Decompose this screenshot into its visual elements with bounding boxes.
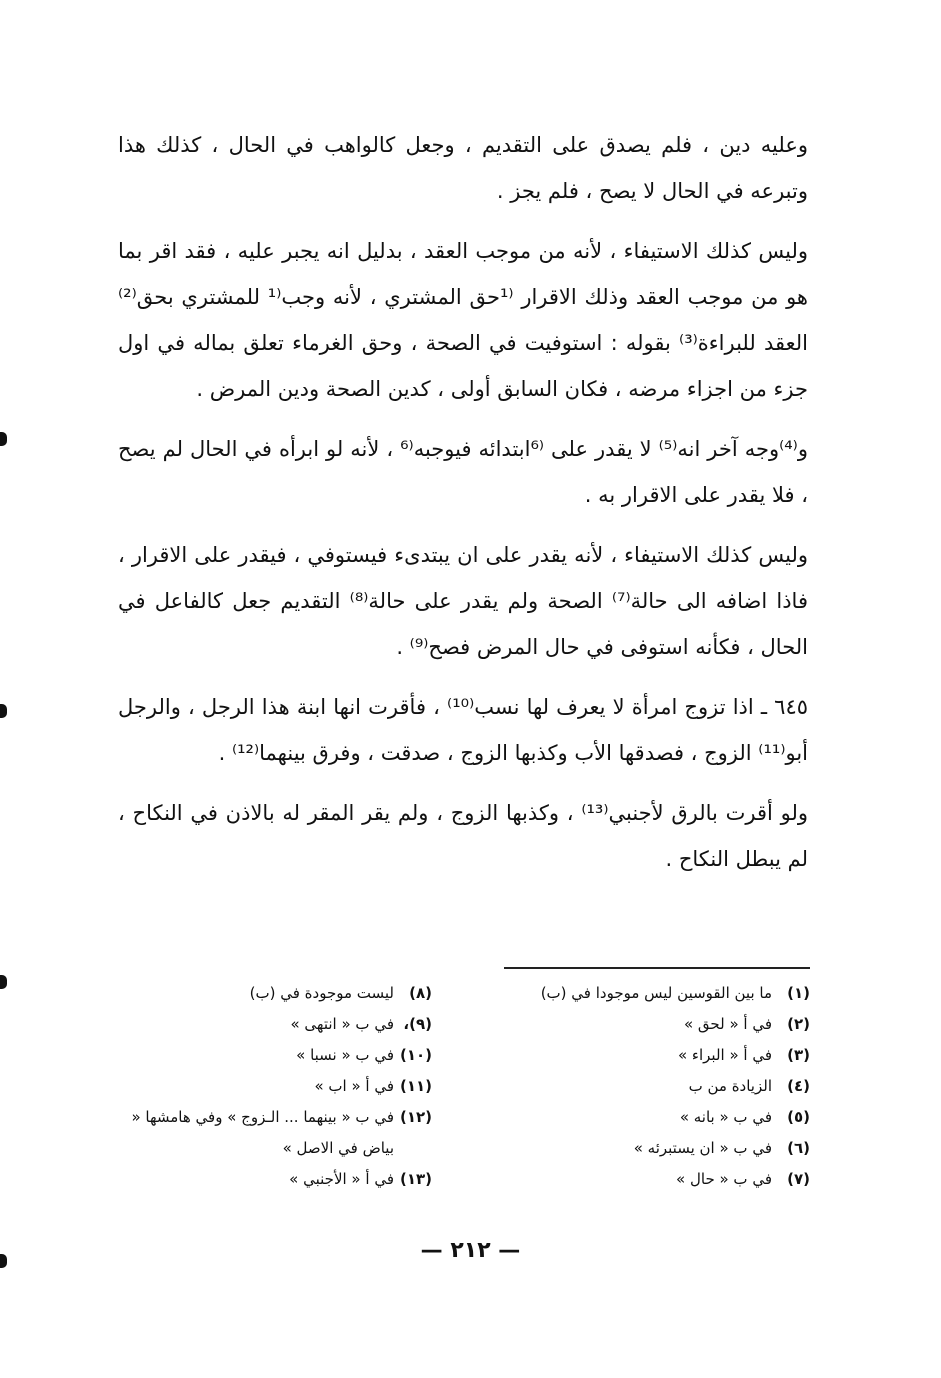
footnote-number: (٦)	[787, 1139, 810, 1157]
footnote-text: ما بين القوسين ليس موجودا في (ب)	[540, 984, 772, 1002]
paragraph: ٦٤٥ ـ اذا تزوج امرأة لا يعرف لها نسب⁽¹⁰⁾ ، فأقرت انها ابنة هذا الرجل ، والرجل أبو⁽¹¹⁾ الزوج ، فصدقها الأب وكذبها الزوج ، صدقت ، وفرق بينهما⁽¹²⁾ .	[118, 695, 809, 765]
footnote-number: (١٢)	[399, 1108, 432, 1126]
footnote-number: (٤)	[787, 1077, 810, 1095]
footnotes-right-column	[520, 978, 810, 1195]
footnote	[116, 1071, 432, 1102]
footnote-number: (١١)	[399, 1077, 432, 1095]
footnote-number: (٥)	[787, 1108, 810, 1126]
footnote	[116, 1040, 432, 1071]
footnote-text: في ب « انتهى »	[290, 1015, 394, 1033]
footnote-text: في أ « لحق »	[683, 1015, 772, 1033]
footnote-text: في ب « نسبا »	[296, 1046, 394, 1064]
footnote-number: (٩)،	[403, 1015, 432, 1033]
footnote-text: الزيادة من ب	[688, 1077, 772, 1095]
footnote	[520, 1102, 810, 1133]
footnote-number: (٧)	[787, 1170, 810, 1188]
footnote	[520, 1040, 810, 1071]
footnote-text: في ب « ان يستبرئه »	[633, 1139, 772, 1157]
footnote	[116, 1009, 432, 1040]
footnote	[520, 1164, 810, 1195]
footnote	[116, 1102, 432, 1164]
footnotes-left-column	[116, 978, 432, 1195]
paragraph: ولو أقرت بالرق لأجنبي⁽¹³⁾ ، وكذبها الزوج ، ولم يقر المقر له بالاذن في النكاح ، لم يبطل النكاح .	[118, 801, 808, 871]
footnote-number: (١)	[787, 984, 810, 1002]
footnote-number: (١٣)	[399, 1170, 432, 1188]
footnote	[520, 1133, 810, 1164]
paragraph: و⁽⁴⁾وجه آخر انه⁽⁵⁾ لا يقدر على ⁽⁶ابتدائه فيوجبه⁽⁶ ، لأنه لو ابرأه في الحال لم يصح ، فلا يقدر على الاقرار به .	[118, 437, 808, 507]
scan-edge-mark	[0, 975, 7, 989]
footnote	[116, 978, 432, 1009]
footnote-number: (٨)	[409, 984, 432, 1002]
footnote-text: في ب « حال »	[676, 1170, 772, 1188]
footnote-number: (٢)	[787, 1015, 810, 1033]
footnote-text: في أ « اب »	[314, 1077, 394, 1095]
footnote-text: في ب « بانه »	[679, 1108, 772, 1126]
page-number: — ٢١٢ —	[420, 1238, 521, 1263]
footnote-divider	[504, 967, 810, 969]
footnote-text: في أ « البراء »	[677, 1046, 772, 1064]
paragraph: وليس كذلك الاستيفاء ، لأنه يقدر على ان يبتدىء فيستوفي ، فيقدر على الاقرار ، فاذا اضافه الى حالة⁽⁷⁾ الصحة ولم يقدر على حالة⁽⁸⁾ التقديم جعل كالفاعل في الحال ، فكأنه استوفى في حال المرض فصح⁽⁹⁾ .	[118, 543, 808, 659]
footnote-text: ليست موجودة في (ب)	[249, 984, 394, 1002]
footnote	[116, 1164, 432, 1195]
footnote-number: (٣)	[787, 1046, 810, 1064]
scan-edge-mark	[0, 432, 7, 446]
footnote-text: في ب « بينهما ... الـزوج » وفي هامشها « بياض في الاصل »	[131, 1108, 394, 1157]
scan-edge-mark	[0, 1254, 7, 1268]
scan-edge-mark	[0, 704, 7, 718]
paragraph: وعليه دين ، فلم يصدق على التقديم ، وجعل كالواهب في الحال ، كذلك هذا وتبرعه في الحال لا يصح ، فلم يجز .	[118, 133, 808, 203]
footnote-text: في أ « الأجنبي »	[289, 1170, 394, 1188]
paragraph: وليس كذلك الاستيفاء ، لأنه من موجب العقد ، بدليل انه يجبر عليه ، فقد اقر بما هو من موجب العقد وذلك الاقرار ⁽¹حق المشتري ، لأنه وجب⁽¹ للمشتري بحق⁽²⁾ العقد للبراءة⁽³⁾ بقوله : استوفيت في الصحة ، وحق الغرماء تعلق بماله في اول جزء من اجزاء مرضه ، فكان السابق أولى ، كدين الصحة ودين المرض .	[118, 239, 808, 401]
footnote	[520, 978, 810, 1009]
footnote-number: (١٠)	[399, 1046, 432, 1064]
footnote	[520, 1071, 810, 1102]
footnote	[520, 1009, 810, 1040]
main-text	[118, 122, 808, 896]
